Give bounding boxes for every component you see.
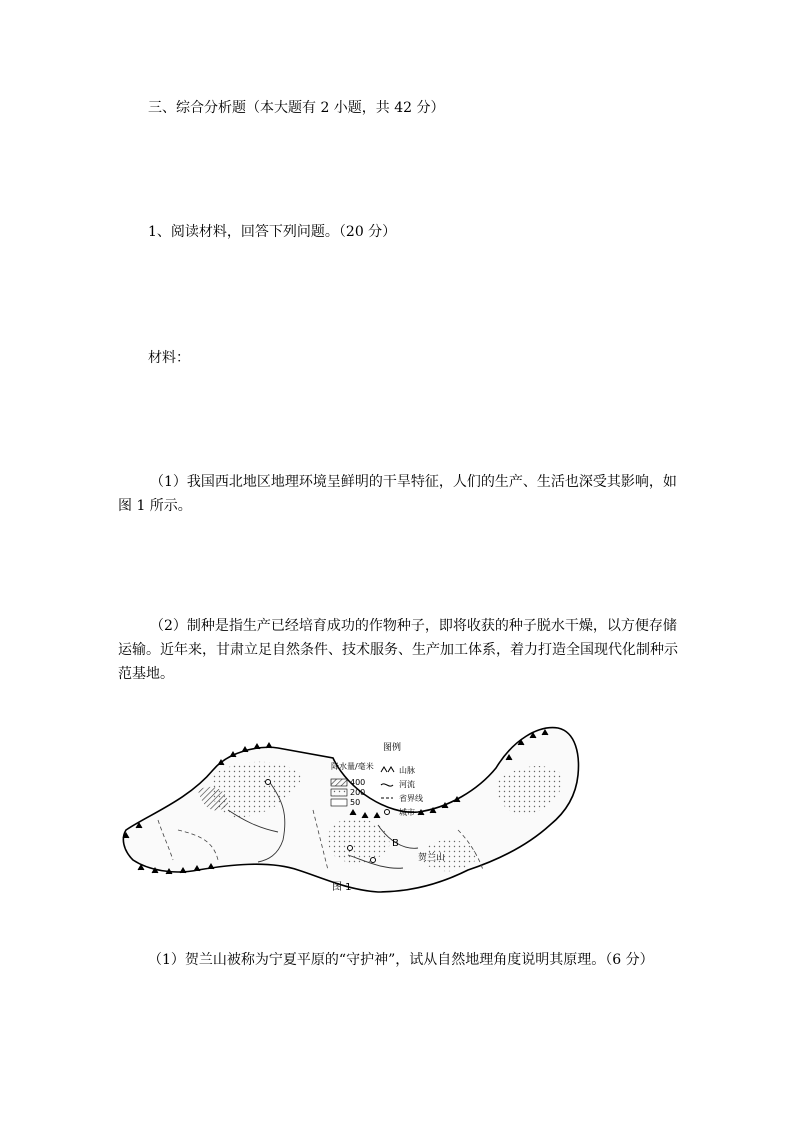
legend-city-icon (385, 810, 390, 815)
figure-caption: 图 1 (332, 882, 352, 893)
legend-label-mountain: 山脉 (399, 766, 415, 775)
legend-label-boundary: 省界线 (399, 794, 423, 803)
legend-swatch-400 (331, 779, 347, 786)
legend-swatch-200 (331, 789, 347, 796)
legend-label-city: 城市 (399, 808, 415, 817)
material-paragraph-1: （1）我国西北地区地理环境呈鲜明的干旱特征，人们的生产、生活也深受其影响，如图 1 所示。 (118, 474, 677, 514)
legend-title: 图例 (383, 743, 402, 753)
legend-value-50: 50 (350, 798, 361, 807)
map-label-helan: 贺兰山 (418, 853, 446, 863)
material-label: 材料： (148, 350, 190, 366)
material-paragraph-2: （2）制种是指生产已经培育成功的作物种子，即将收获的种子脱水干燥，以方便存储运输。近年来，甘肃立足自然条件、技术服务、生产加工体系，着力打造全国现代化制种示范基地。 (118, 618, 678, 682)
figure-1-map (118, 720, 593, 900)
section-heading: 三、综合分析题（本大题有 2 小题，共 42 分） (148, 100, 445, 116)
legend-value-200: 200 (350, 788, 366, 797)
legend-river-icon (381, 784, 393, 786)
legend-label-river: 河流 (399, 780, 415, 789)
question-1: 1、阅读材料，回答下列问题。（20 分） (148, 224, 397, 240)
map-label-b: B (392, 838, 399, 849)
legend-value-400: 400 (350, 778, 366, 787)
legend-mountain-icon (381, 767, 394, 772)
subquestion-1: （1）贺兰山被称为宁夏平原的“守护神”，试从自然地理角度说明其原理。（6 分） (148, 952, 654, 968)
legend-precip-title: 降水量/毫米 (331, 762, 374, 771)
legend-swatch-50 (331, 799, 347, 806)
